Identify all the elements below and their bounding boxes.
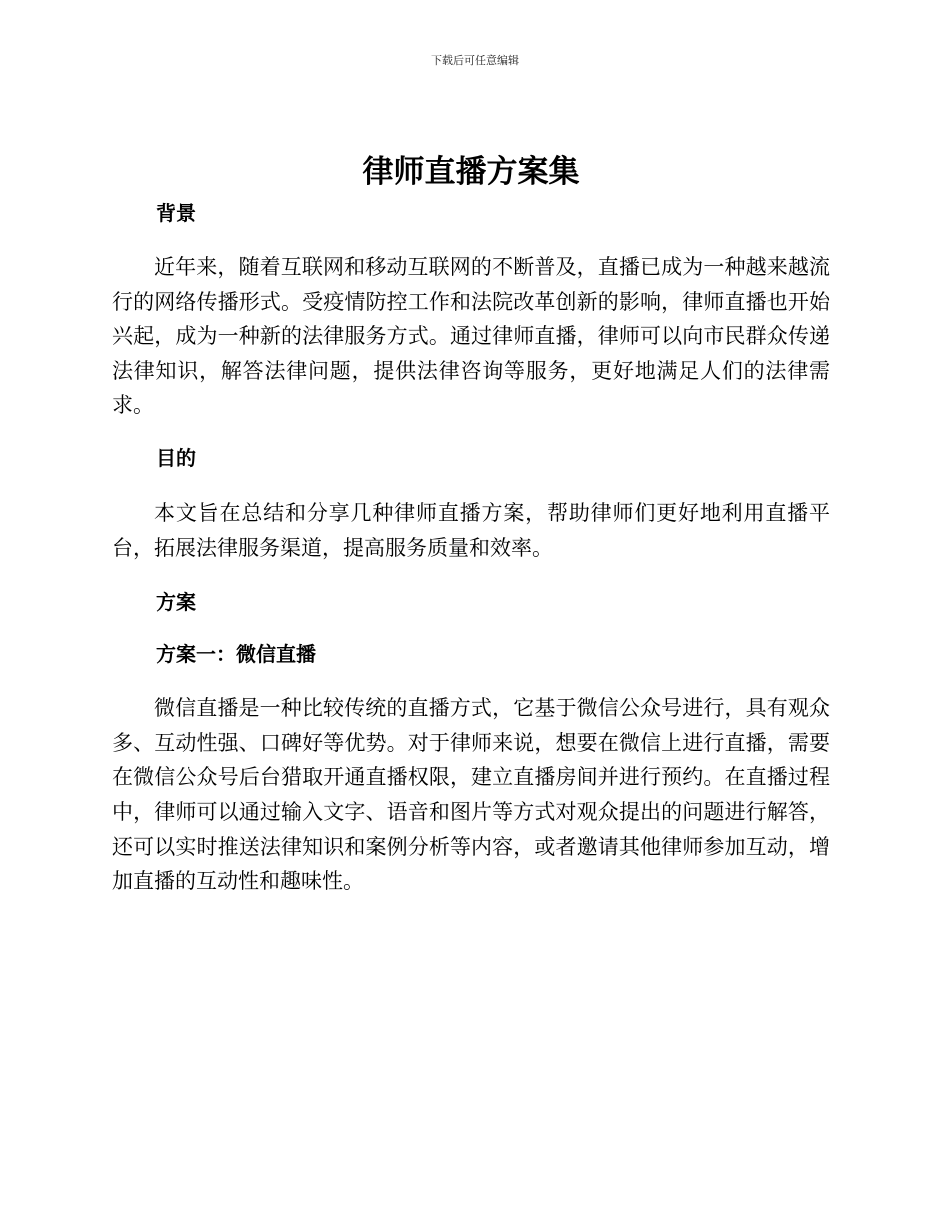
paragraph-purpose: 本文旨在总结和分享几种律师直播方案，帮助律师们更好地利用直播平台，拓展法律服务渠道，提高服务质量和效率。 [112,500,830,560]
paragraph-plan-one: 微信直播是一种比较传统的直播方式，它基于微信公众号进行，具有观众多、互动性强、口碑好等优势。对于律师来说，想要在微信上进行直播，需要在微信公众号后台猎取开通直播权限，建立直播房间并进行预约。在直播过程中，律师可以通过输入文字、语音和图片等方式对观众提出的问题进行解答，还可以实时推送法律知识和案例分析等内容，或者邀请其他律师参加互动，增加直播的互动性和趣味性。 [112,696,830,894]
paragraph-background: 近年来，随着互联网和移动互联网的不断普及，直播已成为一种越来越流行的网络传播形式。受疫情防控工作和法院改革创新的影响，律师直播也开始兴起，成为一种新的法律服务方式。通过律师直播，律师可以向市民群众传递法律知识，解答法律问题，提供法律咨询等服务，更好地满足人们的法律需求。 [112,255,830,418]
section-heading-plans: 方案 [156,590,196,615]
document-title: 律师直播方案集 [362,154,580,190]
subsection-heading-plan-one: 方案一：微信直播 [156,642,316,667]
document-body [112,150,830,899]
section-heading-background: 背景 [156,201,196,225]
page-header-note: 下载后可任意编辑 [431,54,519,67]
section-heading-purpose: 目的 [156,445,196,470]
